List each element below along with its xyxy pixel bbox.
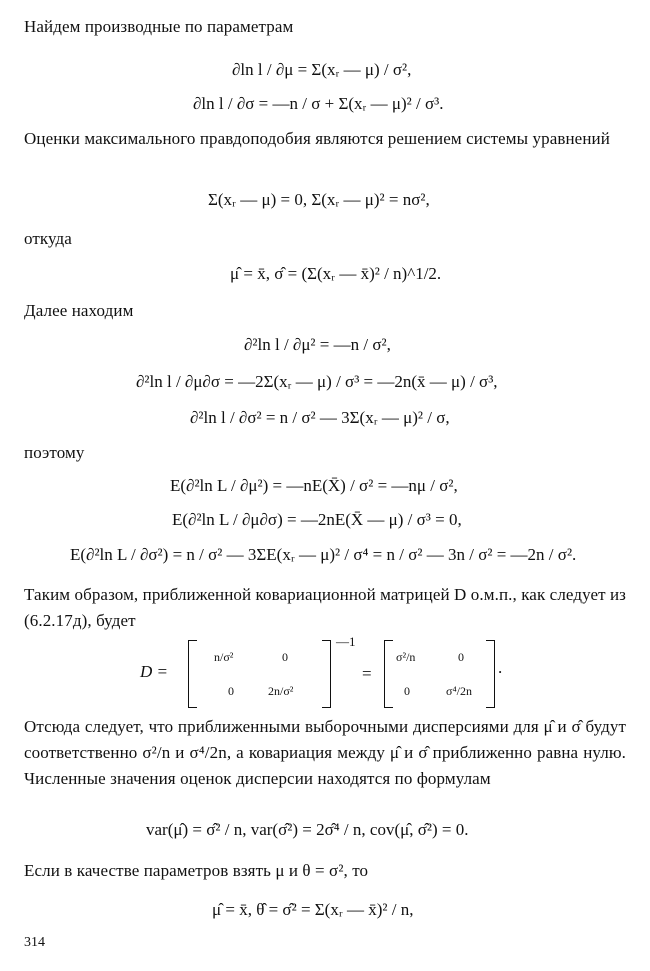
equation-dl-dsigma: ∂ln l / ∂σ = —n / σ + Σ(xᵣ — μ)² / σ³. (193, 94, 444, 113)
paragraph-covariance-matrix: Таким образом, приближенной ковариационной матрицей D о.м.п., как следует из (6.2.17д), будет (24, 585, 626, 630)
matrix-equals: = (362, 664, 372, 683)
left-matrix-close-bracket (322, 640, 331, 708)
equation-theta-estimates: μ̂ = x̄, θ̂ = σ̂² = Σ(xᵣ — x̄)² / n, (212, 900, 414, 919)
paragraph-therefore: поэтому (24, 443, 85, 462)
equation-expect-sigma2: E(∂²ln L / ∂σ²) = n / σ² — 3ΣE(xᵣ — μ)² / σ⁴ = n / σ² — 3n / σ² = —2n / σ². (70, 545, 577, 564)
equation-estimates: μ̂ = x̄, σ̂ = (Σ(xᵣ — x̄)² / n)^1/2. (230, 264, 442, 283)
equation-d2-dmu-dsigma: ∂²ln l / ∂μ∂σ = —2Σ(xᵣ — μ) / σ³ = —2n(x̄ — μ) / σ³, (136, 372, 498, 391)
equation-expect-musigma: E(∂²ln L / ∂μ∂σ) = —2nE(X̄ — μ) / σ³ = 0, (172, 510, 462, 529)
right-matrix-open-bracket (384, 640, 393, 708)
matrix-lhs: D = (140, 662, 168, 681)
paragraph-mle-system: Оценки максимального правдоподобия являются решением системы уравнений (24, 129, 610, 148)
paragraph-further: Далее находим (24, 301, 134, 320)
matrix-inverse-exponent: —1 (336, 634, 356, 649)
covariance-matrix (140, 634, 520, 710)
equation-dl-dmu: ∂ln l / ∂μ = Σ(xᵣ — μ) / σ², (232, 60, 412, 79)
paragraph-theta-param: Если в качестве параметров взять μ и θ = σ², то (24, 861, 369, 880)
left-matrix-a12: 0 (282, 650, 288, 664)
equation-mle-system: Σ(xᵣ — μ) = 0, Σ(xᵣ — μ)² = nσ², (208, 190, 430, 209)
equation-d2-dsigma2: ∂²ln l / ∂σ² = n / σ² — 3Σ(xᵣ — μ)² / σ, (190, 408, 450, 427)
paragraph-sample-variances: Отсюда следует, что приближенными выборочными дисперсиями для μ̂ и σ̂ будут соответственно σ²/n и σ⁴/2n, а ковариация между μ̂ и σ̂ приближенно равна нулю. Численные значения оценок дисперсии находятся по формулам (24, 717, 626, 788)
left-matrix-a22: 2n/σ² (268, 684, 294, 698)
matrix-end-dot: . (498, 658, 503, 677)
right-matrix-close-bracket (486, 640, 495, 708)
paragraph-whence: откуда (24, 229, 72, 248)
paragraph-derivatives-intro: Найдем производные по параметрам (24, 17, 294, 36)
equation-d2-dmu2: ∂²ln l / ∂μ² = —n / σ², (244, 335, 391, 354)
right-matrix-b11: σ²/n (396, 650, 416, 664)
left-matrix-open-bracket (188, 640, 197, 708)
right-matrix-b12: 0 (458, 650, 464, 664)
equation-variance-estimates: var(μ̂) = σ̂² / n, var(σ̂²) = 2σ̂⁴ / n, cov(μ̂, σ̂²) = 0. (146, 820, 469, 839)
left-matrix-a11: n/σ² (214, 650, 234, 664)
left-matrix-a21: 0 (228, 684, 234, 698)
page-number: 314 (24, 935, 45, 950)
equation-expect-mu2: E(∂²ln L / ∂μ²) = —nE(X̄) / σ² = —nμ / σ², (170, 476, 458, 495)
right-matrix-b22: σ⁴/2n (446, 684, 472, 698)
right-matrix-b21: 0 (404, 684, 410, 698)
